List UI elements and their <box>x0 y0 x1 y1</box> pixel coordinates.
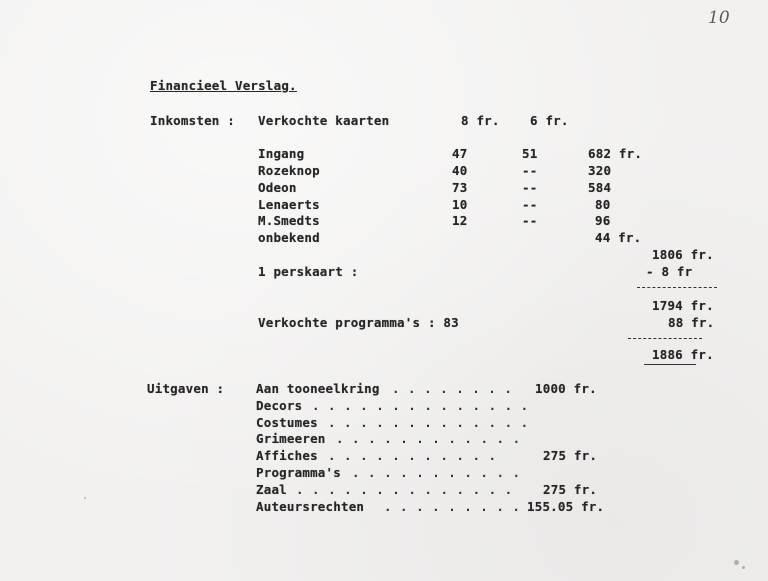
expense-row-amount: 1000 fr. <box>535 381 597 396</box>
column-header-8fr: 8 fr. <box>461 113 500 128</box>
income-row-8fr: 40 <box>452 163 468 178</box>
programs-value: 88 fr. <box>668 315 715 330</box>
leader-dots: . . . . . . . . . . . <box>352 465 521 480</box>
income-row-total: 96 <box>595 213 611 228</box>
income-heading: Inkomsten : <box>150 113 235 128</box>
press-card-value: - 8 fr <box>646 264 693 279</box>
income-row-total: 682 fr. <box>588 146 643 161</box>
income-row-6fr: 51 <box>522 146 538 161</box>
leader-dots: . . . . . . . . . <box>384 499 521 514</box>
expense-row-amount: 275 fr. <box>543 482 598 497</box>
expense-row-amount: 155.05 fr. <box>527 499 605 514</box>
income-row-total: 584 <box>588 180 612 195</box>
income-row-name: M.Smedts <box>258 213 320 228</box>
expense-row-name: Costumes <box>256 415 318 430</box>
press-card-label: 1 perskaart : <box>258 264 359 279</box>
income-row-total: 44 fr. <box>595 230 642 245</box>
income-row-name: onbekend <box>258 230 320 245</box>
expense-row-amount: 275 fr. <box>543 448 598 463</box>
income-row-name: Ingang <box>258 146 305 161</box>
income-row-6fr: -- <box>522 197 538 212</box>
income-row-6fr: -- <box>522 213 538 228</box>
income-row-name: Lenaerts <box>258 197 320 212</box>
income-row-8fr: 47 <box>452 146 468 161</box>
subtotal-2: 1794 fr. <box>652 298 714 313</box>
expense-row-name: Auteursrechten <box>256 499 365 514</box>
subtotal-rule <box>637 287 717 288</box>
income-row-8fr: 10 <box>452 197 468 212</box>
tickets-label: Verkochte kaarten <box>258 113 390 128</box>
income-row-8fr: 73 <box>452 180 468 195</box>
programs-label: Verkochte programma's : 83 <box>258 315 459 330</box>
total-underline <box>644 364 696 365</box>
income-row-6fr: -- <box>522 163 538 178</box>
income-row-total: 320 <box>588 163 612 178</box>
paper-speck <box>734 560 739 565</box>
document-title: Financieel Verslag. <box>150 78 297 93</box>
income-row-total: 80 <box>595 197 611 212</box>
leader-dots: . . . . . . . . . . . . . . <box>312 398 529 413</box>
income-row-8fr: 12 <box>452 213 468 228</box>
income-total: 1886 fr. <box>652 347 714 362</box>
leader-dots: . . . . . . . . . . . . <box>336 431 521 446</box>
income-row-name: Odeon <box>258 180 297 195</box>
expense-row-name: Zaal <box>256 482 287 497</box>
expense-row-name: Programma's <box>256 465 341 480</box>
expense-row-name: Affiches <box>256 448 318 463</box>
expenses-heading: Uitgaven : <box>147 381 225 396</box>
subtotal-1: 1806 fr. <box>652 247 714 262</box>
column-header-6fr: 6 fr. <box>530 113 569 128</box>
paper-speck <box>742 566 745 569</box>
leader-dots: . . . . . . . . . . . . . <box>328 415 529 430</box>
expense-row-name: Decors <box>256 398 303 413</box>
leader-dots: . . . . . . . . . . . <box>328 448 497 463</box>
leader-dots: . . . . . . . . . . . . . . <box>296 482 513 497</box>
expense-row-name: Aan tooneelkring <box>256 381 380 396</box>
paper-speck <box>84 497 86 499</box>
income-row-name: Rozeknop <box>258 163 320 178</box>
total-rule <box>628 338 702 339</box>
page-number: 10 <box>708 8 730 28</box>
income-row-6fr: -- <box>522 180 538 195</box>
expense-row-name: Grimeeren <box>256 431 326 446</box>
leader-dots: . . . . . . . . <box>392 381 513 396</box>
